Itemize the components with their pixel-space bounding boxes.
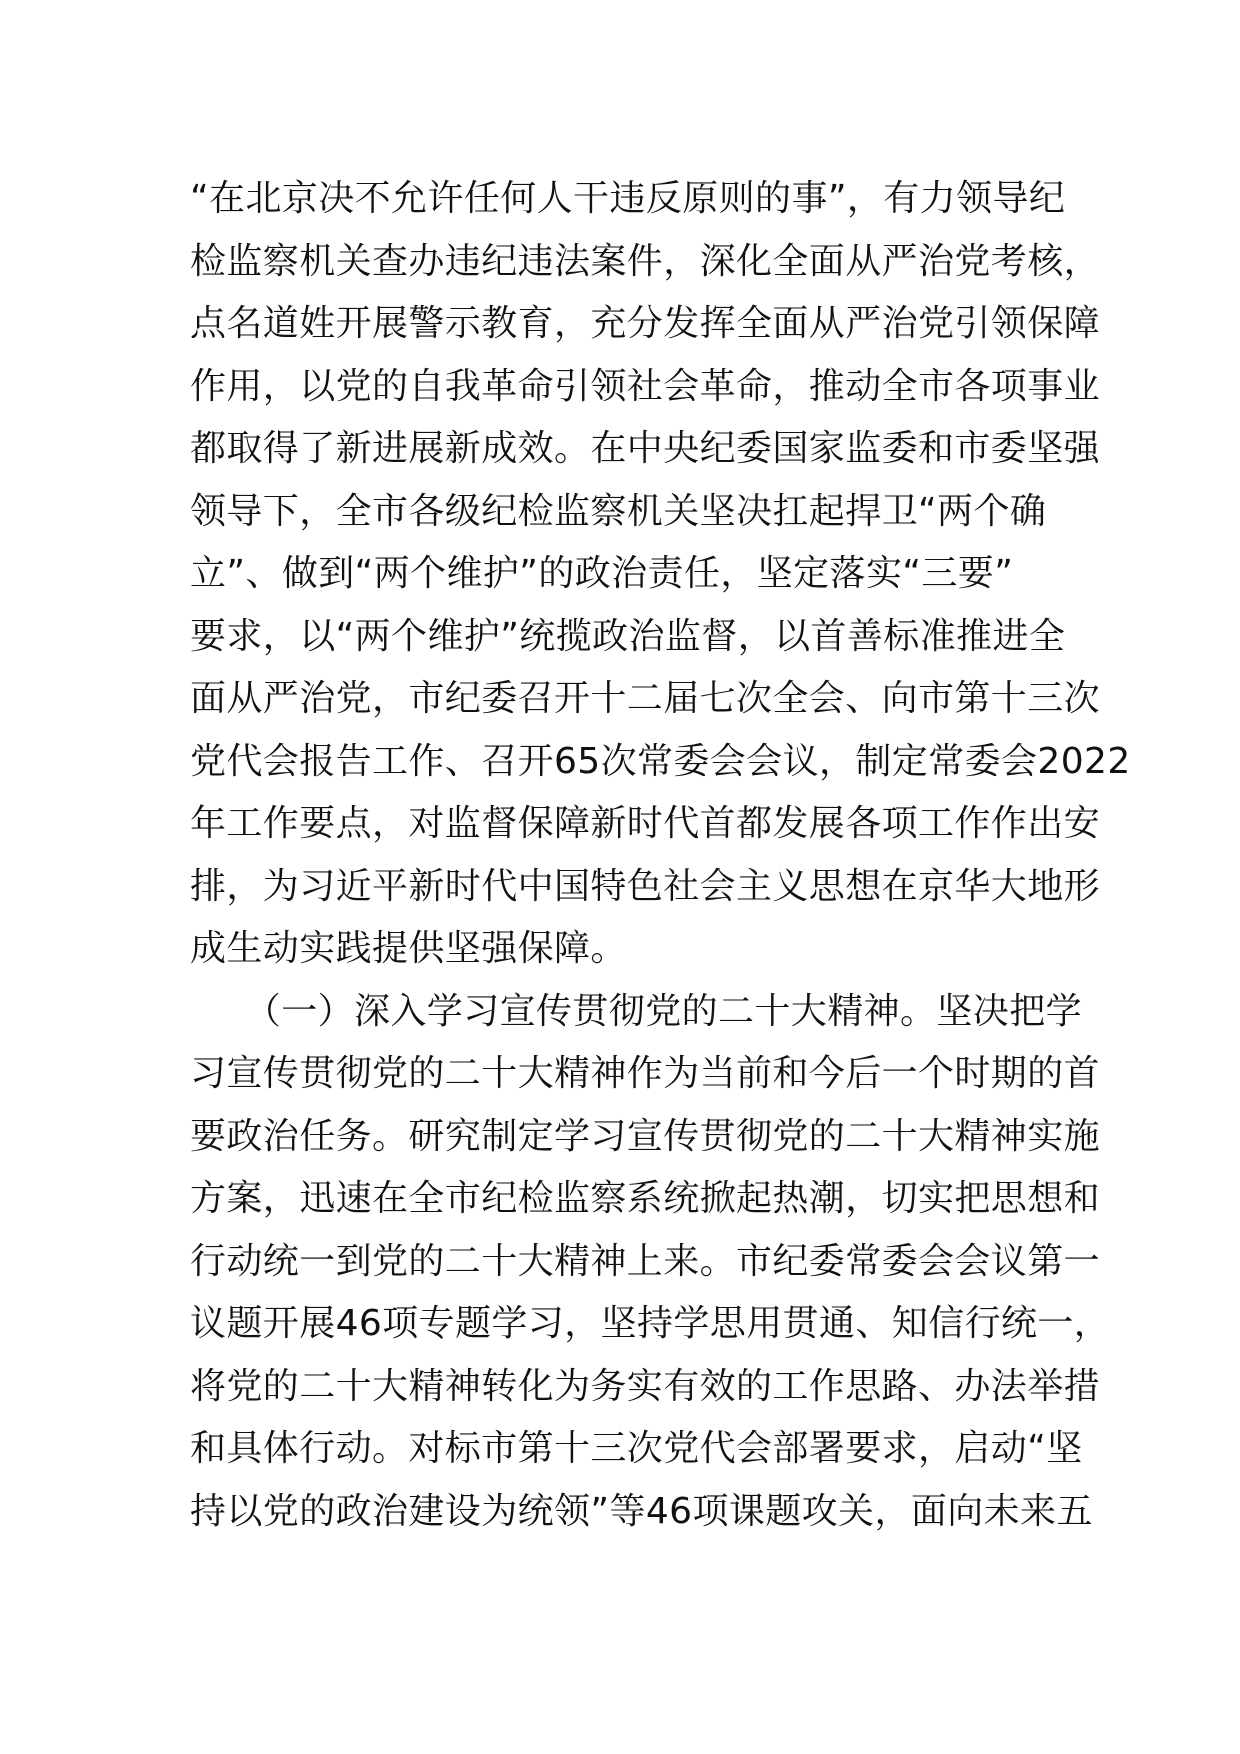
text-line: 排，为习近平新时代中国特色社会主义思想在京华大地形 <box>190 865 1101 907</box>
text-line: 点名道姓开展警示教育，充分发挥全面从严治党引领保障 <box>190 303 1101 344</box>
text-line: 议题开展46项专题学习，坚持学思用贯通、知信行统一， <box>190 1303 1111 1344</box>
text-line: 面从严治党，市纪委召开十二届七次全会、向市第十三次 <box>190 678 1101 719</box>
text-line: 领导下，全市各级纪检监察机关坚决扛起捍卫“两个确 <box>190 490 1047 532</box>
text-line: 行动统一到党的二十大精神上来。市纪委常委会会议第一 <box>190 1240 1101 1282</box>
text-line: 成生动实践提供坚强保障。 <box>190 928 627 969</box>
section-heading-line: （一）深入学习宣传贯彻党的二十大精神。坚决把学 <box>190 990 1083 1032</box>
text-line: 年工作要点，对监督保障新时代首都发展各项工作作出安 <box>190 803 1101 844</box>
text-line: 持以党的政治建设为统领”等46项课题攻关，面向未来五 <box>190 1490 1093 1532</box>
text-line: 方案，迅速在全市纪检监察系统掀起热潮，切实把思想和 <box>190 1178 1101 1219</box>
text-line: 检监察机关查办违纪违法案件，深化全面从严治党考核， <box>190 240 1101 282</box>
body-text <box>190 168 1131 1543</box>
text-line: 要求，以“两个维护”统揽政治监督，以首善标准推进全 <box>190 615 1066 657</box>
text-line: 习宣传贯彻党的二十大精神作为当前和今后一个时期的首 <box>190 1053 1101 1094</box>
text-line: 和具体行动。对标市第十三次党代会部署要求，启动“坚 <box>190 1428 1083 1469</box>
text-line: 党代会报告工作、召开65次常委会会议，制定常委会2022 <box>190 740 1131 782</box>
text-line: 都取得了新进展新成效。在中央纪委国家监委和市委坚强 <box>190 428 1101 469</box>
text-line: 将党的二十大精神转化为务实有效的工作思路、办法举措 <box>190 1365 1101 1407</box>
text-line: 作用，以党的自我革命引领社会革命，推动全市各项事业 <box>190 365 1101 407</box>
text-line: 要政治任务。研究制定学习宣传贯彻党的二十大精神实施 <box>190 1115 1101 1157</box>
text-line: “在北京决不允许任何人干违反原则的事”，有力领导纪 <box>190 178 1066 219</box>
text-line: 立”、做到“两个维护”的政治责任，坚定落实“三要” <box>190 553 1014 594</box>
